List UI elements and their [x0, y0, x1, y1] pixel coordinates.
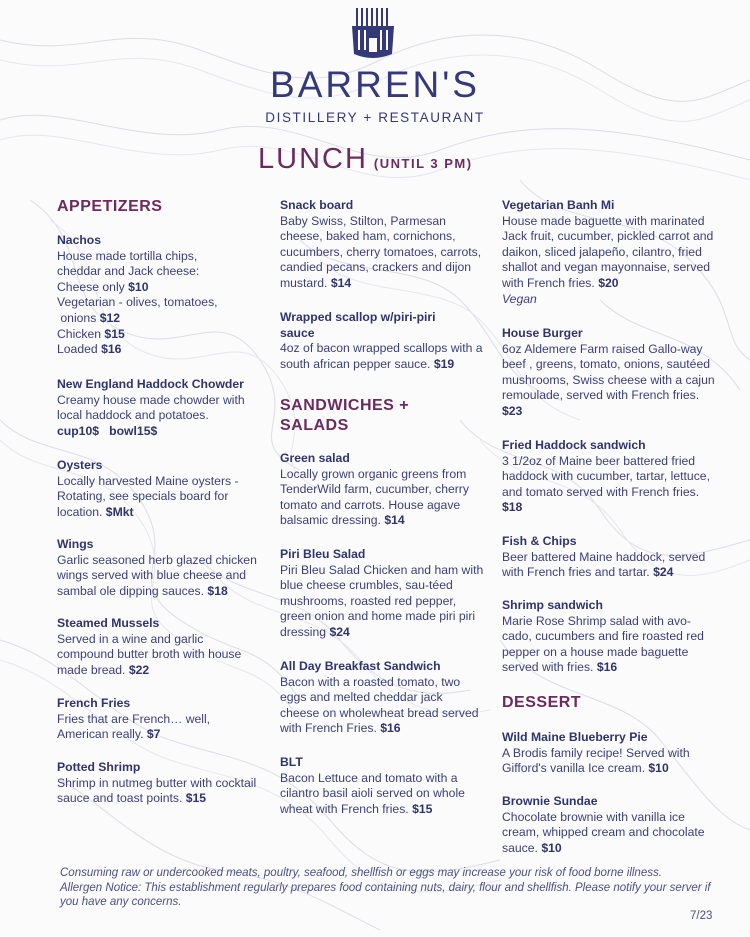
- brand-subtitle: DISTILLERY + RESTAURANT: [265, 110, 485, 125]
- menu-item-green-salad: Green salad Locally grown organic greens from TenderWild farm, cucumber, cherry tomato and carrots. House agave balsamic dressing. $14: [280, 451, 469, 528]
- menu-item-mussels: Steamed Mussels Served in a wine and garlic compound butter broth with house made bread. $22: [57, 616, 242, 677]
- menu-item-chowder: New England Haddock Chowder Creamy house made chowder with local haddock and potatoes. cup10$ bowl15$: [57, 377, 245, 438]
- menu-item-blt: BLT Bacon Lettuce and tomato with a cilantro basil aioli served on whole wheat with French fries. $15: [280, 755, 465, 816]
- section-dessert: DESSERT: [502, 694, 582, 711]
- item-name: Nachos: [57, 233, 102, 247]
- menu-item-blueberry-pie: Wild Maine Blueberry Pie A Brodis family recipe! Served with Gifford's vanilla Ice cream. $10: [502, 730, 690, 776]
- menu-item-banh-mi: Vegetarian Banh Mi House made baguette with marinated Jack fruit, cucumber, pickled carrot and daikon, sliced jalapeño, cilantro, fried shallot and vegan mayonnaise, served with French fries. $20 Vegan: [502, 198, 714, 306]
- allergen-notice: Consuming raw or undercooked meats, poultry, seafood, shellfish or eggs may increase your risk of food borne illness. Allergen Notice: This establishment regularly prepares food containing nuts, dairy, flour and shellfish. Please notify your server if you have any concerns.: [60, 867, 711, 908]
- menu-item-wings: Wings Garlic seasoned herb glazed chicken wings served with blue cheese and sambal ole dipping sauces. $18: [57, 537, 257, 598]
- menu-item-oysters: Oysters Locally harvested Maine oysters - Rotating, see specials board for location. $Mkt: [57, 458, 239, 519]
- menu-item-snack-board: Snack board Baby Swiss, Stilton, Parmesan cheese, baked ham, cornichons, cucumbers, cherry tomatoes, carrots, candied pecans, crackers and dijon mustard. $14: [280, 198, 482, 290]
- menu-title-main: LUNCH: [258, 143, 368, 175]
- menu-item-wrapped-scallop: Wrapped scallop w/piri-piri sauce 4oz of bacon wrapped scallops with a south african pepper sauce. $19: [280, 310, 483, 371]
- menu-item-brownie-sundae: Brownie Sundae Chocolate brownie with vanilla ice cream, whipped cream and chocolate sauce. $10: [502, 794, 705, 855]
- menu-item-fish-chips: Fish & Chips Beer battered Maine haddock, served with French fries and tartar. $24: [502, 534, 706, 580]
- menu-title: [258, 143, 473, 176]
- brand-name: BARREN'S: [270, 64, 480, 105]
- menu-date: 7/23: [690, 910, 713, 922]
- menu-item-house-burger: House Burger 6oz Aldemere Farm raised Gallo-way beef , greens, tomato, onions, sautéed mushrooms, Swiss cheese with a cajun remoulade, served with French fries. $23: [502, 326, 715, 418]
- menu-item-breakfast-sandwich: All Day Breakfast Sandwich Bacon with a roasted tomato, two eggs and melted cheddar jack cheese on wholewheat bread served with French Fries. $16: [280, 659, 479, 736]
- menu-title-hours: (UNTIL 3 PM): [373, 156, 473, 171]
- distillery-logo-icon: [350, 8, 396, 60]
- section-sandwiches-salads: SANDWICHES + SALADS: [280, 397, 410, 434]
- menu-item-shrimp-sandwich: Shrimp sandwich Marie Rose Shrimp salad with avo-cado, cucumbers and fire roasted red pepper on a house made baguette served with fries. $16: [502, 598, 704, 675]
- section-appetizers: APPETIZERS: [57, 198, 163, 215]
- menu-item-piri-bleu-salad: Piri Bleu Salad Piri Bleu Salad Chicken and ham with blue cheese crumbles, sau-téed mushrooms, roasted red pepper, green onion and home made piri piri dressing $24: [280, 547, 484, 639]
- menu-item-nachos: Nachos House made tortilla chips, cheddar and Jack cheese: Cheese only $10 Vegetarian - olives, tomatoes, onions $12 Chicken $15 Loaded $16: [57, 233, 257, 358]
- menu-item-potted-shrimp: Potted Shrimp Shrimp in nutmeg butter with cocktail sauce and toast points. $15: [57, 760, 257, 806]
- menu-item-french-fries: French Fries Fries that are French… well, American really. $7: [57, 696, 211, 742]
- menu-item-fried-haddock: Fried Haddock sandwich 3 1/2oz of Maine beer battered fried haddock with cucumber, tartar, lettuce, and tomato served with French fries. $18: [502, 438, 710, 515]
